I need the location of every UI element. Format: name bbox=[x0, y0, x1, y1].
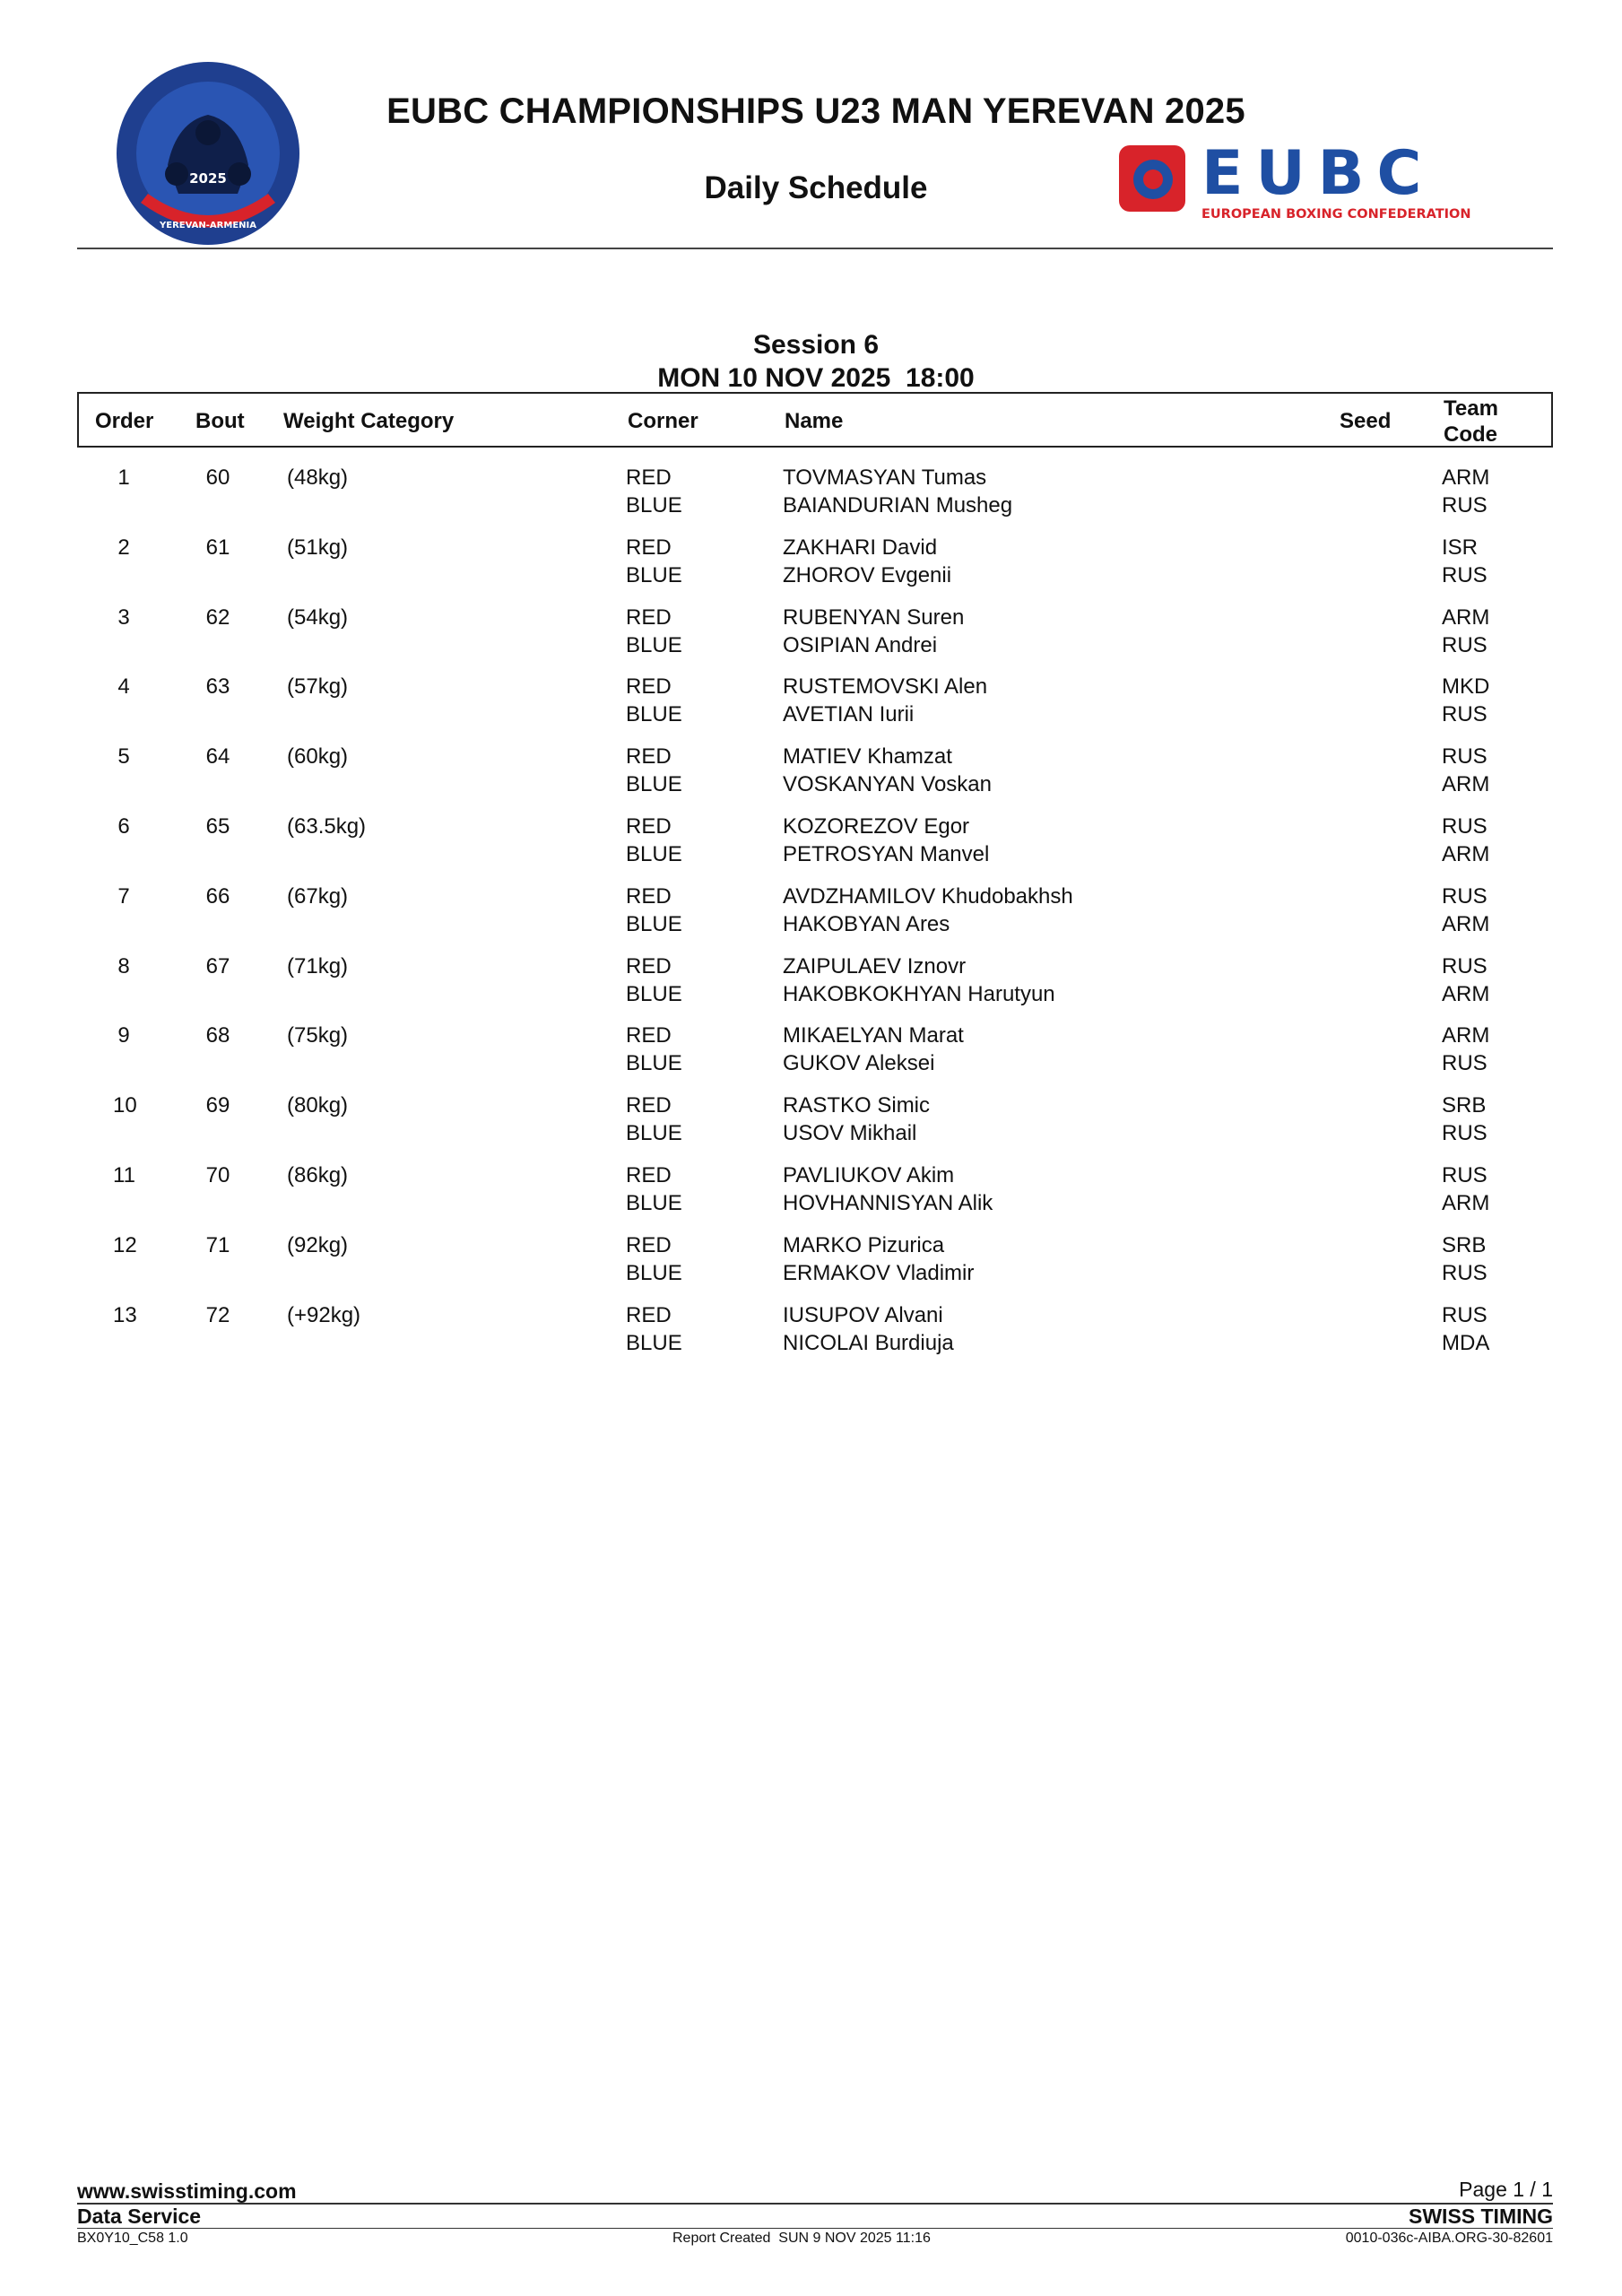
blue-boxer-name: ZHOROV Evgenii bbox=[783, 562, 952, 587]
blue-corner-label: BLUE bbox=[626, 911, 682, 936]
row-order: 4 bbox=[117, 674, 130, 700]
table-row bbox=[0, 673, 1622, 728]
row-bout: 72 bbox=[205, 1302, 230, 1327]
col-seed-header: Seed bbox=[1340, 409, 1392, 433]
blue-corner-label: BLUE bbox=[626, 1051, 682, 1076]
red-corner-label: RED bbox=[626, 1163, 672, 1187]
red-team-code: SRB bbox=[1442, 1232, 1487, 1257]
page-title: EUBC CHAMPIONSHIPS U23 MAN YEREVAN 2025 bbox=[386, 91, 1245, 131]
red-team-code: RUS bbox=[1442, 1302, 1488, 1327]
red-team-code: RUS bbox=[1442, 814, 1488, 839]
blue-boxer-name: OSIPIAN Andrei bbox=[783, 632, 938, 657]
table-row bbox=[0, 952, 1622, 1008]
col-team-header-line2: Code bbox=[1444, 422, 1497, 447]
blue-corner-label: BLUE bbox=[626, 842, 682, 866]
session-name: Session 6 bbox=[752, 330, 880, 360]
footer-url[interactable]: www.swisstiming.com bbox=[77, 2179, 297, 2203]
blue-corner-label: BLUE bbox=[626, 702, 682, 727]
blue-team-code: ARM bbox=[1442, 911, 1490, 936]
blue-boxer-name: USOV Mikhail bbox=[783, 1121, 917, 1146]
red-team-code: ARM bbox=[1442, 1023, 1490, 1048]
table-row bbox=[0, 883, 1622, 938]
row-order: 10 bbox=[113, 1093, 137, 1118]
row-order: 9 bbox=[117, 1023, 130, 1048]
row-bout: 60 bbox=[205, 465, 230, 490]
emblem-ribbon-text: YEREVAN-ARMENIA bbox=[160, 221, 256, 230]
table-row bbox=[0, 604, 1622, 659]
footer-report-created: Report Created SUN 9 NOV 2025 11:16 bbox=[672, 2231, 931, 2246]
red-boxer-name: RUBENYAN Suren bbox=[783, 604, 965, 630]
row-order: 6 bbox=[117, 814, 130, 839]
eubc-logo bbox=[1119, 142, 1558, 222]
row-weight: (51kg) bbox=[287, 535, 349, 560]
red-boxer-name: IUSUPOV Alvani bbox=[783, 1302, 943, 1327]
table-row bbox=[0, 534, 1622, 589]
blue-boxer-name: ERMAKOV Vladimir bbox=[783, 1260, 975, 1285]
row-weight: (57kg) bbox=[287, 674, 349, 700]
col-team-header-line1: Team bbox=[1444, 396, 1498, 421]
header-divider bbox=[77, 248, 1553, 249]
red-team-code: ARM bbox=[1442, 604, 1490, 630]
blue-boxer-name: HAKOBYAN Ares bbox=[783, 911, 950, 936]
blue-corner-label: BLUE bbox=[626, 1121, 682, 1146]
red-team-code: RUS bbox=[1442, 744, 1488, 770]
red-corner-label: RED bbox=[626, 1023, 672, 1048]
red-boxer-name: RASTKO Simic bbox=[783, 1093, 931, 1118]
red-boxer-name: AVDZHAMILOV Khudobakhsh bbox=[783, 883, 1073, 909]
blue-corner-label: BLUE bbox=[626, 562, 682, 587]
footer-ref: 0010-036c-AIBA.ORG-30-82601 bbox=[1345, 2231, 1553, 2246]
red-boxer-name: ZAIPULAEV Iznovr bbox=[783, 953, 967, 978]
blue-boxer-name: BAIANDURIAN Musheg bbox=[783, 493, 1013, 517]
championship-emblem-logo bbox=[114, 59, 302, 248]
blue-corner-label: BLUE bbox=[626, 1191, 682, 1215]
row-bout: 62 bbox=[205, 604, 230, 630]
table-row bbox=[0, 1161, 1622, 1217]
blue-team-code: ARM bbox=[1442, 1191, 1490, 1215]
blue-corner-label: BLUE bbox=[626, 632, 682, 657]
row-order: 5 bbox=[117, 744, 130, 770]
col-corner-header: Corner bbox=[628, 409, 698, 433]
blue-boxer-name: AVETIAN Iurii bbox=[783, 702, 915, 727]
blue-team-code: ARM bbox=[1442, 981, 1490, 1006]
col-order-header: Order bbox=[95, 409, 154, 433]
blue-corner-label: BLUE bbox=[626, 772, 682, 797]
table-row bbox=[0, 743, 1622, 798]
row-weight: (+92kg) bbox=[287, 1302, 361, 1327]
row-bout: 65 bbox=[205, 814, 230, 839]
blue-team-code: RUS bbox=[1442, 1121, 1488, 1146]
row-order: 2 bbox=[117, 535, 130, 560]
col-bout-header: Bout bbox=[195, 409, 245, 433]
red-corner-label: RED bbox=[626, 674, 672, 700]
red-boxer-name: TOVMASYAN Tumas bbox=[783, 465, 987, 490]
col-weight-header: Weight Category bbox=[283, 409, 455, 433]
blue-team-code: MDA bbox=[1442, 1330, 1490, 1355]
blue-boxer-name: PETROSYAN Manvel bbox=[783, 842, 990, 866]
row-weight: (63.5kg) bbox=[287, 814, 367, 839]
table-row bbox=[0, 1301, 1622, 1357]
row-weight: (60kg) bbox=[287, 744, 349, 770]
blue-corner-label: BLUE bbox=[626, 981, 682, 1006]
session-datetime: MON 10 NOV 2025 18:00 bbox=[657, 363, 975, 393]
red-boxer-name: MATIEV Khamzat bbox=[783, 744, 952, 770]
red-corner-label: RED bbox=[626, 1093, 672, 1118]
blue-team-code: RUS bbox=[1442, 702, 1488, 727]
row-weight: (67kg) bbox=[287, 883, 349, 909]
row-weight: (75kg) bbox=[287, 1023, 349, 1048]
blue-team-code: ARM bbox=[1442, 842, 1490, 866]
blue-boxer-name: GUKOV Aleksei bbox=[783, 1051, 935, 1076]
footer-service: Data Service bbox=[77, 2205, 202, 2228]
red-team-code: SRB bbox=[1442, 1093, 1487, 1118]
table-header bbox=[77, 392, 1553, 448]
blue-team-code: ARM bbox=[1442, 772, 1490, 797]
row-weight: (48kg) bbox=[287, 465, 349, 490]
blue-team-code: RUS bbox=[1442, 1051, 1488, 1076]
red-corner-label: RED bbox=[626, 744, 672, 770]
red-corner-label: RED bbox=[626, 1302, 672, 1327]
red-boxer-name: ZAKHARI David bbox=[783, 535, 938, 560]
blue-boxer-name: HOVHANNISYAN Alik bbox=[783, 1191, 993, 1215]
col-name-header: Name bbox=[785, 409, 844, 433]
col-team-header bbox=[1444, 396, 1498, 448]
eubc-tagline: EUROPEAN BOXING CONFEDERATION bbox=[1201, 207, 1471, 222]
row-weight: (92kg) bbox=[287, 1232, 349, 1257]
red-corner-label: RED bbox=[626, 814, 672, 839]
row-bout: 61 bbox=[205, 535, 230, 560]
red-boxer-name: RUSTEMOVSKI Alen bbox=[783, 674, 988, 700]
blue-team-code: RUS bbox=[1442, 1260, 1488, 1285]
row-weight: (71kg) bbox=[287, 953, 349, 978]
red-team-code: ISR bbox=[1442, 535, 1479, 560]
row-bout: 63 bbox=[205, 674, 230, 700]
table-row bbox=[0, 813, 1622, 868]
blue-team-code: RUS bbox=[1442, 562, 1488, 587]
red-corner-label: RED bbox=[626, 1232, 672, 1257]
row-bout: 68 bbox=[205, 1023, 230, 1048]
red-team-code: MKD bbox=[1442, 674, 1490, 700]
eubc-wordmark: EUBC bbox=[1201, 142, 1435, 209]
red-team-code: RUS bbox=[1442, 1163, 1488, 1187]
row-order: 11 bbox=[113, 1163, 135, 1187]
red-corner-label: RED bbox=[626, 535, 672, 560]
blue-team-code: RUS bbox=[1442, 493, 1488, 517]
row-order: 8 bbox=[117, 953, 130, 978]
blue-boxer-name: VOSKANYAN Voskan bbox=[783, 772, 992, 797]
row-bout: 69 bbox=[205, 1093, 230, 1118]
row-weight: (86kg) bbox=[287, 1163, 349, 1187]
table-row bbox=[0, 464, 1622, 519]
red-corner-label: RED bbox=[626, 465, 672, 490]
row-bout: 67 bbox=[205, 953, 230, 978]
red-boxer-name: MIKAELYAN Marat bbox=[783, 1023, 964, 1048]
row-order: 1 bbox=[117, 465, 130, 490]
row-order: 12 bbox=[113, 1232, 137, 1257]
table-row bbox=[0, 1091, 1622, 1147]
footer-divider-top bbox=[77, 2203, 1553, 2205]
row-order: 13 bbox=[113, 1302, 137, 1327]
row-weight: (54kg) bbox=[287, 604, 349, 630]
blue-corner-label: BLUE bbox=[626, 493, 682, 517]
footer-page-number: Page 1 / 1 bbox=[1459, 2178, 1553, 2201]
red-boxer-name: MARKO Pizurica bbox=[783, 1232, 945, 1257]
blue-boxer-name: HAKOBKOKHYAN Harutyun bbox=[783, 981, 1055, 1006]
blue-corner-label: BLUE bbox=[626, 1260, 682, 1285]
row-order: 3 bbox=[117, 604, 130, 630]
red-team-code: RUS bbox=[1442, 883, 1488, 909]
red-corner-label: RED bbox=[626, 953, 672, 978]
footer-brand: SWISS TIMING bbox=[1409, 2205, 1553, 2228]
red-team-code: ARM bbox=[1442, 465, 1490, 490]
blue-boxer-name: NICOLAI Burdiuja bbox=[783, 1330, 954, 1355]
red-corner-label: RED bbox=[626, 883, 672, 909]
red-team-code: RUS bbox=[1442, 953, 1488, 978]
footer-doc-code: BX0Y10_C58 1.0 bbox=[77, 2231, 188, 2246]
blue-corner-label: BLUE bbox=[626, 1330, 682, 1355]
row-bout: 70 bbox=[205, 1163, 230, 1187]
page-subtitle: Daily Schedule bbox=[704, 170, 928, 205]
blue-team-code: RUS bbox=[1442, 632, 1488, 657]
table-row bbox=[0, 1022, 1622, 1077]
row-bout: 66 bbox=[205, 883, 230, 909]
table-row bbox=[0, 1231, 1622, 1287]
red-boxer-name: PAVLIUKOV Akim bbox=[783, 1163, 955, 1187]
footer-divider-bottom bbox=[77, 2228, 1553, 2229]
row-bout: 64 bbox=[205, 744, 230, 770]
row-weight: (80kg) bbox=[287, 1093, 349, 1118]
red-boxer-name: KOZOREZOV Egor bbox=[783, 814, 970, 839]
session-block bbox=[359, 328, 1273, 395]
red-corner-label: RED bbox=[626, 604, 672, 630]
row-order: 7 bbox=[117, 883, 130, 909]
emblem-year: 2025 bbox=[189, 170, 227, 187]
row-bout: 71 bbox=[205, 1232, 230, 1257]
